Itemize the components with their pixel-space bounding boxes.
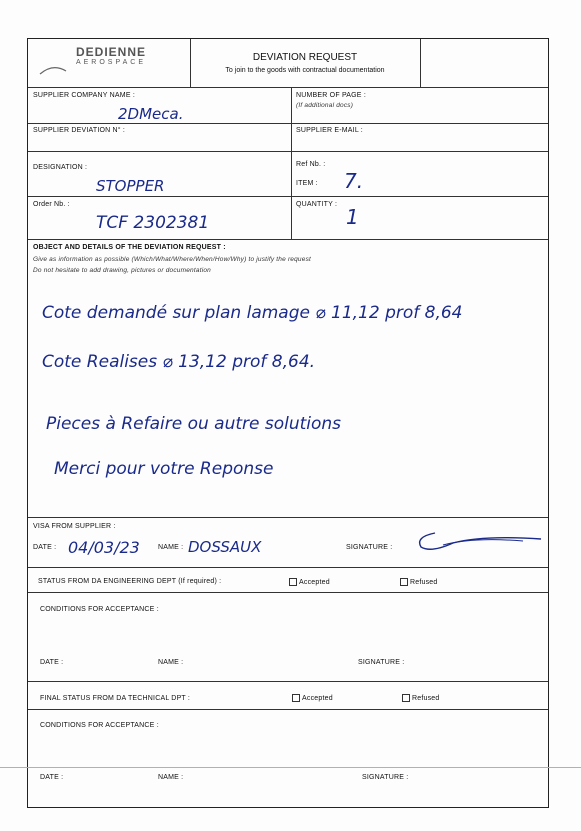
engineering-refused-option[interactable] [400, 578, 437, 586]
visa-date-value: 04/03/23 [68, 538, 140, 557]
object-note-2: Do not hesitate to add drawing, pictures or documentation [33, 267, 211, 274]
designation-label: DESIGNATION : [33, 164, 88, 171]
supplier-company-label: SUPPLIER COMPANY NAME : [33, 92, 135, 99]
engineering-accepted-option[interactable] [289, 578, 330, 586]
final-accepted-option[interactable] [292, 694, 333, 702]
refused-checkbox[interactable] [400, 578, 408, 586]
item-value: 7. [344, 169, 364, 193]
supplier-deviation-label: SUPPLIER DEVIATION N° : [33, 127, 126, 134]
engineering-heading: STATUS FROM DA ENGINEERING DEPT (If required) : [38, 578, 222, 585]
details-line-2: Cote Realises ⌀ 13,12 prof 8,64. [42, 352, 316, 372]
order-label: Order Nb. : [33, 201, 70, 208]
designation-value: STOPPER [96, 177, 165, 195]
accepted-checkbox[interactable] [292, 694, 300, 702]
details-line-1: Cote demandé sur plan lamage ⌀ 11,12 prof 8,64 [42, 303, 463, 323]
engineering-date-label: DATE : [40, 659, 64, 666]
final-heading: FINAL STATUS FROM DA TECHNICAL DPT : [40, 695, 191, 702]
form-subtitle: To join to the goods with contractual documentation [225, 67, 385, 74]
supplier-company-value: 2DMeca. [118, 105, 184, 123]
final-conditions-label: CONDITIONS FOR ACCEPTANCE : [40, 722, 159, 729]
quantity-label: QUANTITY : [296, 201, 338, 208]
number-of-page-note: (If additional docs) [296, 102, 354, 109]
details-line-4: Merci pour votre Reponse [54, 459, 274, 479]
logo-swoosh-icon [38, 65, 68, 77]
supplier-email-label: SUPPLIER E-MAIL : [296, 127, 363, 134]
order-value: TCF 2302381 [96, 213, 210, 233]
final-name-label: NAME : [158, 774, 184, 781]
supplier-signature-icon [413, 527, 543, 555]
logo-name: DEDIENNE [75, 45, 146, 59]
accepted-label: Accepted [302, 694, 333, 702]
engineering-signature-label: SIGNATURE : [358, 659, 405, 666]
visa-date-label: DATE : [33, 544, 57, 551]
engineering-conditions-label: CONDITIONS FOR ACCEPTANCE : [40, 606, 159, 613]
accepted-checkbox[interactable] [289, 578, 297, 586]
engineering-name-label: NAME : [158, 659, 184, 666]
object-note-1: Give as information as possible (Which/What/Where/When/How/Why) to justify the request [33, 256, 312, 263]
final-refused-option[interactable] [402, 694, 439, 702]
final-signature-label: SIGNATURE : [362, 774, 409, 781]
visa-name-label: NAME : [158, 544, 184, 551]
visa-name-value: DOSSAUX [188, 538, 262, 556]
quantity-value: 1 [346, 205, 359, 229]
deviation-request-form [27, 38, 549, 808]
visa-signature-label: SIGNATURE : [346, 544, 393, 551]
logo-subname: AEROSPACE [75, 59, 147, 66]
accepted-label: Accepted [299, 578, 330, 586]
object-heading: OBJECT AND DETAILS OF THE DEVIATION REQUEST : [33, 244, 226, 251]
refused-label: Refused [410, 578, 438, 586]
refused-label: Refused [412, 694, 440, 702]
scan-artifact-line [0, 767, 581, 768]
form-title: DEVIATION REQUEST [252, 52, 358, 63]
refused-checkbox[interactable] [402, 694, 410, 702]
number-of-page-label: NUMBER OF PAGE : [296, 92, 366, 99]
visa-heading: VISA FROM SUPPLIER : [33, 523, 116, 530]
details-line-3: Pieces à Refaire ou autre solutions [46, 414, 342, 434]
item-label: ITEM : [296, 180, 318, 187]
ref-label: Ref Nb. : [296, 161, 326, 168]
company-logo [36, 45, 186, 79]
final-date-label: DATE : [40, 774, 64, 781]
